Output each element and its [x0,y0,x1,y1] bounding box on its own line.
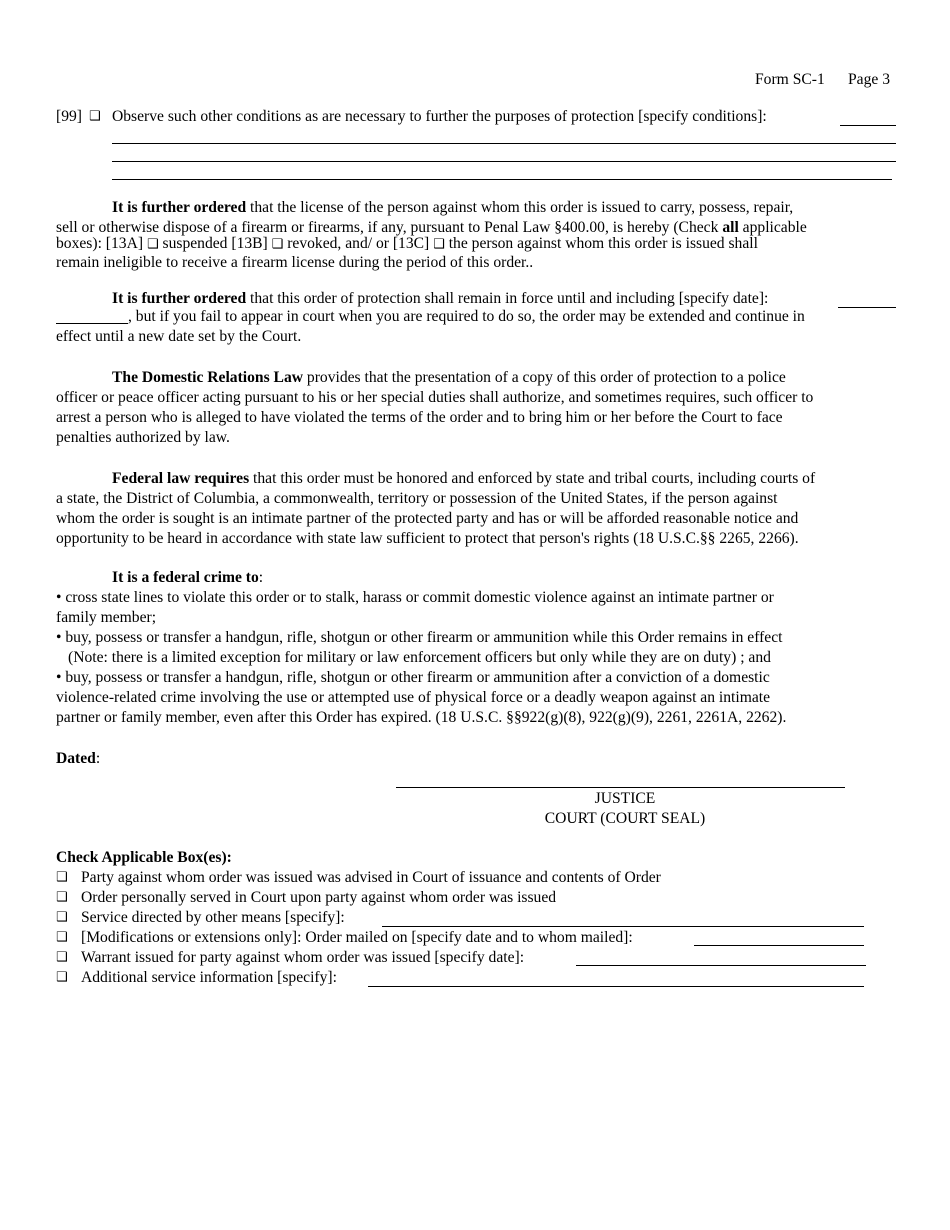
form-number: Form SC-1 [755,71,825,88]
service-option-advised: Party against whom order was issued was advised in Court of issuance and contents of Order [81,869,661,886]
license-order-line-3: boxes): [13A] ❑ suspended [13B] ❑ revoked, and/ or [13C] ❑ the person against whom this order is issued shall [56,234,758,255]
duration-order-line-2: , but if you fail to appear in court when you are required to do so, the order may be extended and continue in [128,308,805,325]
federal-crime-line-6: violence-related crime involving the use or attempted use of physical force or a deadly weapon against an intimate [56,689,771,706]
service-checkbox-3[interactable]: ❑ [56,910,68,925]
service-checkbox-2[interactable]: ❑ [56,890,68,905]
expiry-date-blank-2[interactable] [56,323,128,324]
federal-crime-line-3: • buy, possess or transfer a handgun, rifle, shotgun or other firearm or ammunition while this Order remains in effect [56,629,783,646]
court-seal-label: COURT (COURT SEAL) [544,810,706,827]
service-checkbox-5[interactable]: ❑ [56,950,68,965]
license-order-line-2: sell or otherwise dispose of a firearm or firearms, if any, pursuant to Penal Law §400.00, is hereby (Check all applicable [56,219,807,236]
item-99-number: [99] [56,108,82,125]
checkbox-13c[interactable]: ❑ [433,237,445,252]
service-option-warrant: Warrant issued for party against whom order was issued [specify date]: [81,949,525,966]
item-99-checkbox[interactable]: ❑ [89,109,101,124]
service-checkbox-4[interactable]: ❑ [56,930,68,945]
additional-info-blank[interactable] [368,986,864,987]
item-99-text: Observe such other conditions as are necessary to further the purposes of protection [specify conditions]: [112,108,767,125]
drl-line-1: The Domestic Relations Law provides that the presentation of a copy of this order of protection to a police [112,369,786,386]
justice-label: JUSTICE [594,790,656,807]
license-order-line-1: It is further ordered that the license of the person against whom this order is issued to carry, possess, repair, [112,199,794,216]
duration-order-line-3: effect until a new date set by the Court. [56,328,302,345]
conditions-blank-3[interactable] [112,161,896,162]
federal-law-line-4: opportunity to be heard in accordance with state law sufficient to protect that person's rights (18 U.S.C.§§ 2265, 2266). [56,530,799,547]
federal-crime-line-1: • cross state lines to violate this order or to stalk, harass or commit domestic violence against an intimate partner or [56,589,774,606]
service-checkbox-1[interactable]: ❑ [56,870,68,885]
service-checkbox-6[interactable]: ❑ [56,970,68,985]
duration-order-line-1: It is further ordered that this order of protection shall remain in force until and including [specify date]: [112,290,769,307]
drl-line-2: officer or peace officer acting pursuant to his or her special duties shall authorize, and sometimes requires, such officer to [56,389,814,406]
service-option-mailed: [Modifications or extensions only]: Order mailed on [specify date and to whom mailed]: [81,929,633,946]
federal-crime-line-7: partner or family member, even after this Order has expired. (18 U.S.C. §§922(g)(8), 922(g)(9), 2261, 2261A, 2262). [56,709,787,726]
conditions-blank-4[interactable] [112,179,892,180]
page-number: Page 3 [848,71,891,88]
expiry-date-blank-1[interactable] [838,307,896,308]
signature-line[interactable] [396,787,845,788]
federal-crime-line-4: (Note: there is a limited exception for military or law enforcement officers but only while they are on duty) ; and [68,649,771,666]
checkbox-13a[interactable]: ❑ [146,237,159,252]
mailed-blank[interactable] [694,945,864,946]
service-option-other-means: Service directed by other means [specify]: [81,909,345,926]
check-boxes-title: Check Applicable Box(es): [56,849,232,866]
other-means-blank[interactable] [382,926,864,927]
drl-line-4: penalties authorized by law. [56,429,230,446]
conditions-blank-1[interactable] [840,125,896,126]
drl-line-3: arrest a person who is alleged to have violated the terms of the order and to bring him or her before the Court to face [56,409,783,426]
service-option-additional: Additional service information [specify]: [81,969,337,986]
federal-crime-heading: It is a federal crime to: [112,569,264,586]
federal-law-line-3: whom the order is sought is an intimate partner of the protected party and has or will be afforded reasonable notice and [56,510,799,527]
conditions-blank-2[interactable] [112,143,896,144]
federal-law-line-1: Federal law requires that this order must be honored and enforced by state and tribal courts, including courts of [112,470,816,487]
checkbox-13b[interactable]: ❑ [271,237,284,252]
dated-label: Dated: [56,750,101,767]
warrant-date-blank[interactable] [576,965,866,966]
federal-crime-line-2: family member; [56,609,157,626]
federal-law-line-2: a state, the District of Columbia, a commonwealth, territory or possession of the United States, if the person against [56,490,778,507]
service-option-personally-served: Order personally served in Court upon party against whom order was issued [81,889,557,906]
federal-crime-line-5: • buy, possess or transfer a handgun, rifle, shotgun or other firearm or ammunition after a conviction of a domestic [56,669,770,686]
license-order-line-4: remain ineligible to receive a firearm license during the period of this order.. [56,254,534,271]
